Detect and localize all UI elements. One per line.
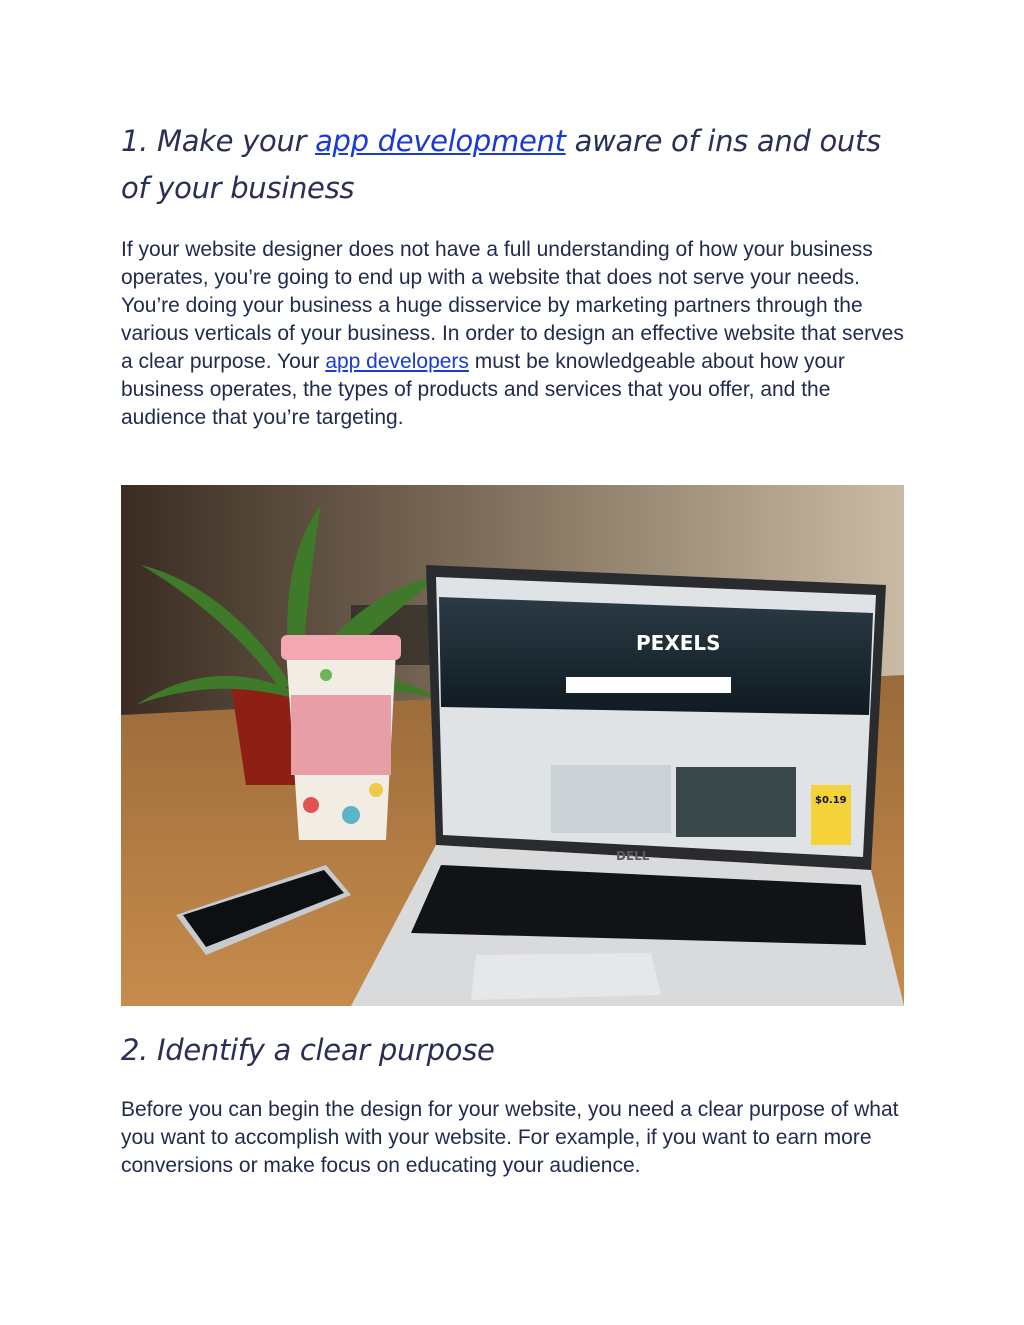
app-developers-link[interactable]: app developers [325, 350, 469, 373]
price-tag-text: $0.19 [815, 795, 847, 806]
laptop-brand-text: DELL [616, 849, 650, 863]
section-1-paragraph [121, 236, 904, 432]
laptop-desk-illustration [121, 485, 904, 1006]
section-2-paragraph: Before you can begin the design for your website, you need a clear purpose of what you want to accomplish with your website. For example, if you want to earn more conversions or make focus on educating your audience. [121, 1098, 899, 1177]
heading-text-post: aware of ins and outs of your business [121, 124, 881, 205]
section-2-heading: 2. Identify a clear purpose [121, 1033, 495, 1067]
screen-brand-text: PEXELS [636, 631, 721, 655]
laptop-photo [121, 485, 904, 1006]
paragraph-text-post: must be knowledgeable about how your business operates, the types of products and services that you offer, and the audience that you’re targeting. [121, 350, 845, 429]
paragraph-text-pre: If your website designer does not have a full understanding of how your business operates, you’re going to end up with a website that does not serve your needs. You’re doing your business a huge disservice by marketing partners through the various verticals of your business. In order to design an effective website that serves a clear purpose. Your [121, 238, 904, 373]
section-1-heading [121, 118, 904, 212]
heading-text-pre: 1. Make your [121, 124, 316, 158]
app-development-link[interactable]: app development [315, 124, 566, 158]
